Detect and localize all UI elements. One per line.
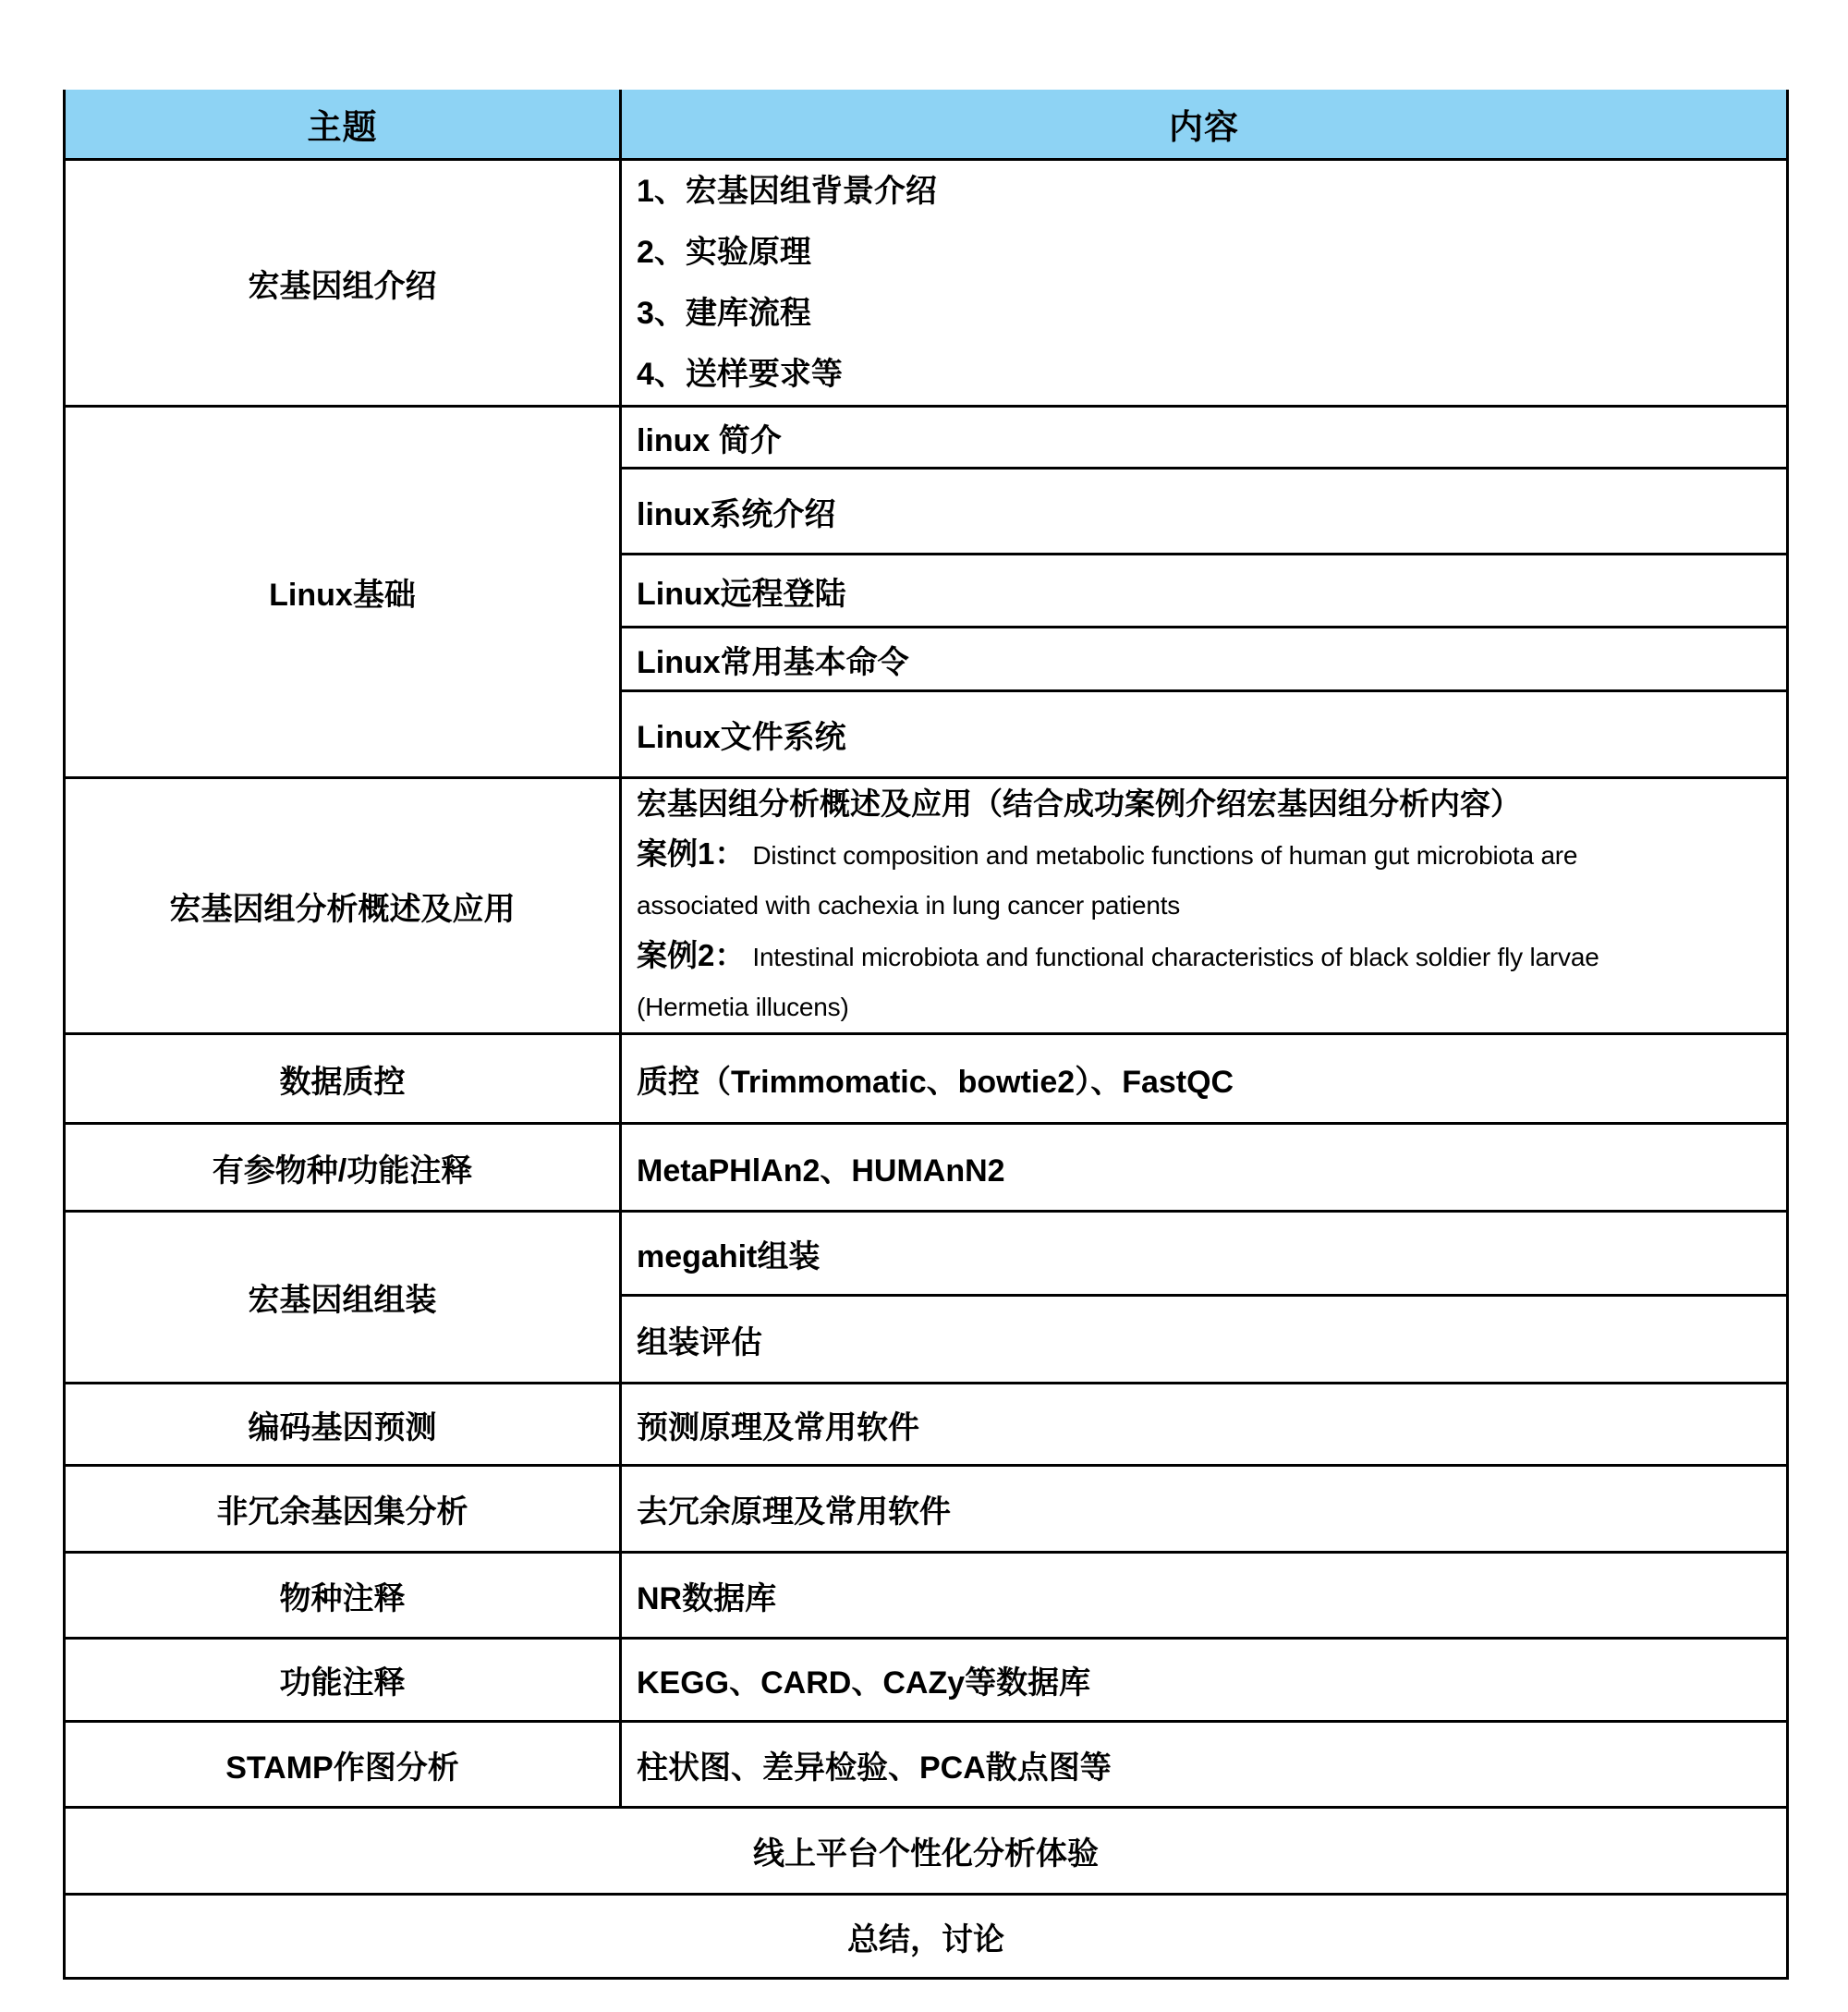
list-item: 2、实验原理 <box>637 235 811 270</box>
table-row <box>65 1553 1788 1639</box>
header-topic-cell: 主题 <box>65 90 621 160</box>
content-linux-filesystem: Linux文件系统 <box>621 691 1788 778</box>
content-linux-remote-login: Linux远程登陆 <box>621 555 1788 628</box>
header-row <box>65 90 1788 160</box>
table-row <box>65 407 1788 469</box>
table-row <box>65 1639 1788 1722</box>
content-linux-commands: Linux常用基本命令 <box>621 628 1788 691</box>
table-row <box>65 160 1788 407</box>
content-assembly-megahit: megahit组装 <box>621 1212 1788 1296</box>
content-linux-system: linux系统介绍 <box>621 469 1788 555</box>
case1-title-part2: associated with cachexia in lung cancer patients <box>637 891 1181 920</box>
table-row <box>65 1895 1788 1979</box>
content-species-annotation: NR数据库 <box>621 1553 1788 1639</box>
case2-line <box>637 931 1764 982</box>
topic-data-qc: 数据质控 <box>65 1034 621 1124</box>
topic-metagenome-intro: 宏基因组介绍 <box>65 160 621 407</box>
table-row <box>65 1722 1788 1808</box>
case2-label: 案例2： <box>637 938 746 972</box>
topic-function-annotation: 功能注释 <box>65 1639 621 1722</box>
content-metagenome-intro <box>621 160 1788 407</box>
table-row <box>65 1384 1788 1466</box>
table-row <box>65 778 1788 1034</box>
full-row-online-platform: 线上平台个性化分析体验 <box>65 1808 1788 1895</box>
full-row-summary-discussion: 总结，讨论 <box>65 1895 1788 1979</box>
topic-stamp-analysis: STAMP作图分析 <box>65 1722 621 1808</box>
table-row <box>65 1808 1788 1895</box>
topic-species-annotation: 物种注释 <box>65 1553 621 1639</box>
list-item: 4、送样要求等 <box>637 357 843 392</box>
case1-label: 案例1： <box>637 836 746 871</box>
topic-linux-basics: Linux基础 <box>65 407 621 778</box>
topic-ref-annotation: 有参物种/功能注释 <box>65 1124 621 1212</box>
case1-line <box>637 829 1764 881</box>
table-row <box>65 1124 1788 1212</box>
content-nonredundant-geneset: 去冗余原理及常用软件 <box>621 1466 1788 1553</box>
table-row <box>65 1034 1788 1124</box>
topic-gene-prediction: 编码基因预测 <box>65 1384 621 1466</box>
topic-nonredundant-geneset: 非冗余基因集分析 <box>65 1466 621 1553</box>
case2-title-part2: (Hermetia illucens) <box>637 993 849 1021</box>
topic-metagenome-analysis: 宏基因组分析概述及应用 <box>65 778 621 1034</box>
content-list <box>637 161 1764 405</box>
content-ref-annotation: MetaPHlAn2、HUMAnN2 <box>621 1124 1788 1212</box>
case1-title-part1: Distinct composition and metabolic functions of human gut microbiota are <box>752 841 1578 870</box>
content-metagenome-analysis <box>621 778 1788 1034</box>
content-stamp-analysis: 柱状图、差异检验、PCA散点图等 <box>621 1722 1788 1808</box>
course-schedule-table <box>63 90 1789 1980</box>
case2-title-part1: Intestinal microbiota and functional characteristics of black soldier fly larvae <box>752 943 1599 971</box>
content-assembly-evaluation: 组装评估 <box>621 1296 1788 1384</box>
content-function-annotation: KEGG、CARD、CAZy等数据库 <box>621 1639 1788 1722</box>
table-row <box>65 1466 1788 1553</box>
content-data-qc: 质控（Trimmomatic、bowtie2）、FastQC <box>621 1034 1788 1124</box>
topic-assembly: 宏基因组组装 <box>65 1212 621 1384</box>
list-item: 1、宏基因组背景介绍 <box>637 174 937 209</box>
analysis-overview: 宏基因组分析概述及应用（结合成功案例介绍宏基因组分析内容） <box>637 787 1521 821</box>
content-gene-prediction: 预测原理及常用软件 <box>621 1384 1788 1466</box>
content-linux-intro: linux 简介 <box>621 407 1788 469</box>
header-content-cell: 内容 <box>621 90 1788 160</box>
table-row <box>65 1212 1788 1296</box>
list-item: 3、建库流程 <box>637 296 811 331</box>
